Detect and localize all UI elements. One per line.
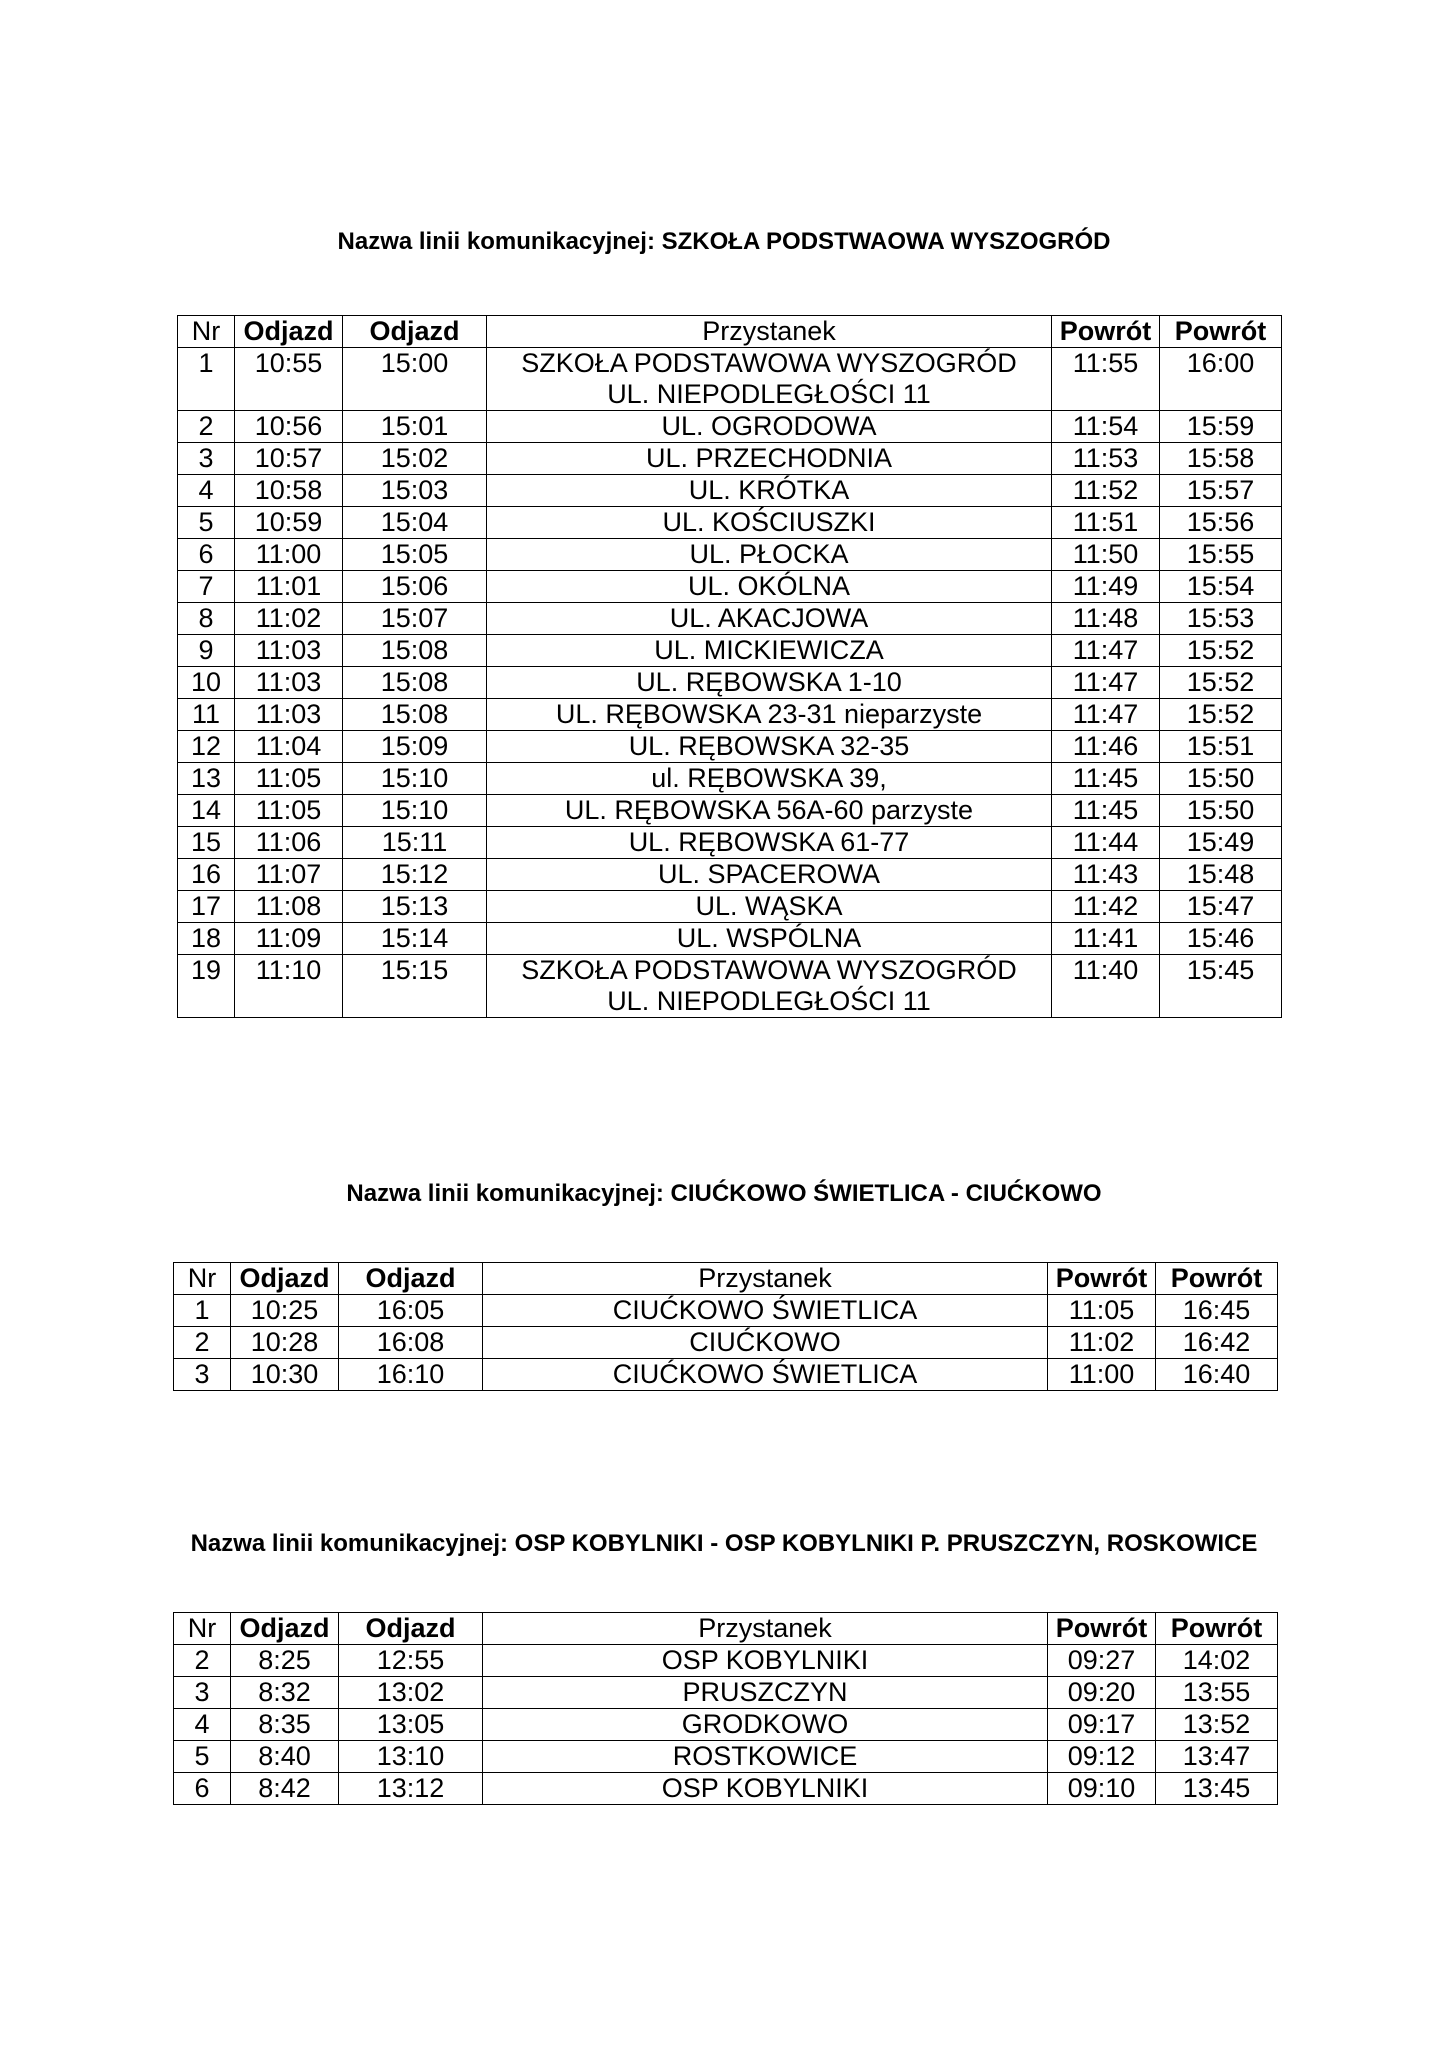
cell-odjazd-1: 11:00: [235, 539, 343, 571]
cell-nr: 2: [174, 1645, 231, 1677]
cell-odjazd-2: 15:13: [343, 891, 487, 923]
cell-nr: 3: [174, 1359, 231, 1391]
cell-nr: 12: [178, 731, 235, 763]
cell-nr: 5: [174, 1741, 231, 1773]
cell-odjazd-2: 15:14: [343, 923, 487, 955]
cell-odjazd-2: 16:08: [339, 1327, 483, 1359]
cell-odjazd-1: 11:05: [235, 763, 343, 795]
cell-powrot-2: 13:47: [1156, 1741, 1278, 1773]
cell-nr: 4: [178, 475, 235, 507]
header-nr: Nr: [178, 316, 235, 348]
cell-powrot-1: 11:47: [1052, 635, 1160, 667]
cell-powrot-1: 11:05: [1048, 1295, 1156, 1327]
header-powrot-1: Powrót: [1052, 316, 1160, 348]
cell-odjazd-1: 8:32: [231, 1677, 339, 1709]
cell-powrot-2: 15:57: [1160, 475, 1282, 507]
cell-powrot-1: 11:51: [1052, 507, 1160, 539]
cell-odjazd-2: 15:07: [343, 603, 487, 635]
table-row: [174, 1741, 1278, 1773]
cell-nr: 3: [174, 1677, 231, 1709]
cell-odjazd-2: 15:12: [343, 859, 487, 891]
table-row: [174, 1645, 1278, 1677]
cell-odjazd-2: 13:05: [339, 1709, 483, 1741]
table-row: [178, 603, 1282, 635]
table-row: [178, 763, 1282, 795]
cell-nr: 8: [178, 603, 235, 635]
cell-przystanek: UL. AKACJOWA: [487, 603, 1052, 635]
cell-odjazd-2: 15:08: [343, 635, 487, 667]
route-1-title: Nazwa linii komunikacyjnej: SZKOŁA PODSTWAOWA WYSZOGRÓD: [337, 228, 1111, 255]
cell-odjazd-2: 15:06: [343, 571, 487, 603]
header-nr: Nr: [174, 1263, 231, 1295]
cell-przystanek: UL. OGRODOWA: [487, 411, 1052, 443]
cell-powrot-1: 11:43: [1052, 859, 1160, 891]
cell-powrot-1: 11:45: [1052, 795, 1160, 827]
cell-przystanek: OSP KOBYLNIKI: [483, 1773, 1048, 1805]
cell-nr: 15: [178, 827, 235, 859]
cell-odjazd-2: 15:02: [343, 443, 487, 475]
cell-odjazd-2: 13:10: [339, 1741, 483, 1773]
cell-powrot-2: 13:45: [1156, 1773, 1278, 1805]
cell-powrot-1: 11:52: [1052, 475, 1160, 507]
cell-przystanek: UL. PŁOCKA: [487, 539, 1052, 571]
table-row: [178, 891, 1282, 923]
cell-powrot-1: 09:27: [1048, 1645, 1156, 1677]
table-row: [178, 411, 1282, 443]
cell-powrot-2: 15:55: [1160, 539, 1282, 571]
cell-nr: 14: [178, 795, 235, 827]
table-row: [174, 1295, 1278, 1327]
cell-przystanek: PRUSZCZYN: [483, 1677, 1048, 1709]
cell-odjazd-2: 15:15: [343, 955, 487, 1018]
header-row: [178, 316, 1282, 348]
cell-nr: 9: [178, 635, 235, 667]
table-row: [178, 635, 1282, 667]
cell-odjazd-1: 10:59: [235, 507, 343, 539]
route-3-title: Nazwa linii komunikacyjnej: OSP KOBYLNIKI - OSP KOBYLNIKI P. PRUSZCZYN, ROSKOWICE: [190, 1530, 1258, 1557]
table-row: [178, 475, 1282, 507]
cell-przystanek: GRODKOWO: [483, 1709, 1048, 1741]
table-row: [174, 1327, 1278, 1359]
cell-powrot-1: 11:50: [1052, 539, 1160, 571]
cell-odjazd-1: 10:55: [235, 348, 343, 411]
header-odjazd-1: Odjazd: [231, 1613, 339, 1645]
cell-nr: 6: [178, 539, 235, 571]
cell-powrot-2: 15:52: [1160, 699, 1282, 731]
cell-przystanek: UL. RĘBOWSKA 56A-60 parzyste: [487, 795, 1052, 827]
cell-nr: 11: [178, 699, 235, 731]
cell-odjazd-1: 10:30: [231, 1359, 339, 1391]
header-powrot-2: Powrót: [1156, 1613, 1278, 1645]
cell-powrot-2: 15:50: [1160, 763, 1282, 795]
cell-przystanek: OSP KOBYLNIKI: [483, 1645, 1048, 1677]
header-odjazd-2: Odjazd: [339, 1263, 483, 1295]
table-row: [178, 667, 1282, 699]
cell-przystanek: UL. OKÓLNA: [487, 571, 1052, 603]
cell-przystanek: ROSTKOWICE: [483, 1741, 1048, 1773]
cell-powrot-1: 11:49: [1052, 571, 1160, 603]
cell-odjazd-1: 8:25: [231, 1645, 339, 1677]
cell-odjazd-2: 15:10: [343, 763, 487, 795]
cell-powrot-1: 11:47: [1052, 699, 1160, 731]
header-powrot-1: Powrót: [1048, 1263, 1156, 1295]
cell-odjazd-2: 15:01: [343, 411, 487, 443]
cell-powrot-1: 11:46: [1052, 731, 1160, 763]
cell-powrot-1: 11:40: [1052, 955, 1160, 1018]
cell-przystanek: CIUĆKOWO ŚWIETLICA: [483, 1359, 1048, 1391]
cell-powrot-2: 15:56: [1160, 507, 1282, 539]
cell-przystanek: UL. MICKIEWICZA: [487, 635, 1052, 667]
table-row: [178, 699, 1282, 731]
cell-odjazd-2: 16:05: [339, 1295, 483, 1327]
table-row: [174, 1677, 1278, 1709]
cell-odjazd-2: 13:02: [339, 1677, 483, 1709]
cell-nr: 18: [178, 923, 235, 955]
cell-przystanek: ul. RĘBOWSKA 39,: [487, 763, 1052, 795]
header-odjazd-1: Odjazd: [231, 1263, 339, 1295]
table-row: [174, 1359, 1278, 1391]
cell-powrot-2: 15:52: [1160, 667, 1282, 699]
cell-odjazd-2: 13:12: [339, 1773, 483, 1805]
cell-powrot-2: 15:54: [1160, 571, 1282, 603]
table-row: [178, 539, 1282, 571]
cell-powrot-1: 11:55: [1052, 348, 1160, 411]
cell-odjazd-1: 11:07: [235, 859, 343, 891]
cell-nr: 4: [174, 1709, 231, 1741]
cell-powrot-1: 11:53: [1052, 443, 1160, 475]
table-row: [174, 1773, 1278, 1805]
route-2-title: Nazwa linii komunikacyjnej: CIUĆKOWO ŚWIETLICA - CIUĆKOWO: [346, 1180, 1102, 1207]
cell-powrot-1: 11:02: [1048, 1327, 1156, 1359]
cell-odjazd-1: 11:01: [235, 571, 343, 603]
table-row: [178, 507, 1282, 539]
cell-nr: 10: [178, 667, 235, 699]
header-odjazd-2: Odjazd: [339, 1613, 483, 1645]
cell-przystanek: UL. SPACEROWA: [487, 859, 1052, 891]
cell-odjazd-1: 11:10: [235, 955, 343, 1018]
cell-odjazd-2: 15:09: [343, 731, 487, 763]
route-2-timetable: [173, 1262, 1278, 1391]
cell-odjazd-2: 15:11: [343, 827, 487, 859]
table-row: [174, 1709, 1278, 1741]
cell-powrot-2: 15:59: [1160, 411, 1282, 443]
cell-powrot-2: 15:51: [1160, 731, 1282, 763]
cell-odjazd-1: 10:58: [235, 475, 343, 507]
cell-powrot-2: 15:45: [1160, 955, 1282, 1018]
cell-powrot-2: 16:00: [1160, 348, 1282, 411]
cell-powrot-2: 14:02: [1156, 1645, 1278, 1677]
table-row: [178, 571, 1282, 603]
table-row: [178, 731, 1282, 763]
header-odjazd-2: Odjazd: [343, 316, 487, 348]
header-odjazd-1: Odjazd: [235, 316, 343, 348]
cell-odjazd-1: 11:04: [235, 731, 343, 763]
cell-powrot-2: 16:42: [1156, 1327, 1278, 1359]
cell-powrot-2: 16:40: [1156, 1359, 1278, 1391]
cell-odjazd-1: 10:25: [231, 1295, 339, 1327]
cell-odjazd-1: 11:05: [235, 795, 343, 827]
cell-odjazd-1: 11:03: [235, 667, 343, 699]
header-przystanek: Przystanek: [483, 1263, 1048, 1295]
cell-powrot-1: 11:47: [1052, 667, 1160, 699]
cell-powrot-1: 11:00: [1048, 1359, 1156, 1391]
cell-przystanek: UL. RĘBOWSKA 61-77: [487, 827, 1052, 859]
cell-odjazd-1: 8:35: [231, 1709, 339, 1741]
cell-nr: 2: [178, 411, 235, 443]
cell-przystanek: UL. PRZECHODNIA: [487, 443, 1052, 475]
route-3-timetable: [173, 1612, 1278, 1805]
cell-przystanek: UL. KRÓTKA: [487, 475, 1052, 507]
cell-przystanek: SZKOŁA PODSTAWOWA WYSZOGRÓD UL. NIEPODLEGŁOŚCI 11: [487, 955, 1052, 1018]
header-przystanek: Przystanek: [487, 316, 1052, 348]
cell-powrot-1: 11:45: [1052, 763, 1160, 795]
header-powrot-2: Powrót: [1160, 316, 1282, 348]
cell-powrot-2: 15:53: [1160, 603, 1282, 635]
table-row: [178, 348, 1282, 411]
cell-powrot-1: 09:20: [1048, 1677, 1156, 1709]
cell-nr: 1: [178, 348, 235, 411]
cell-powrot-1: 11:54: [1052, 411, 1160, 443]
cell-odjazd-1: 10:28: [231, 1327, 339, 1359]
cell-powrot-2: 13:52: [1156, 1709, 1278, 1741]
cell-nr: 6: [174, 1773, 231, 1805]
table-row: [178, 859, 1282, 891]
cell-przystanek: CIUĆKOWO ŚWIETLICA: [483, 1295, 1048, 1327]
cell-nr: 17: [178, 891, 235, 923]
cell-przystanek: UL. RĘBOWSKA 32-35: [487, 731, 1052, 763]
table-row: [178, 443, 1282, 475]
cell-nr: 16: [178, 859, 235, 891]
cell-odjazd-2: 15:08: [343, 699, 487, 731]
cell-powrot-2: 15:50: [1160, 795, 1282, 827]
cell-nr: 3: [178, 443, 235, 475]
cell-odjazd-1: 8:42: [231, 1773, 339, 1805]
cell-odjazd-2: 15:00: [343, 348, 487, 411]
table-row: [178, 795, 1282, 827]
cell-powrot-1: 11:42: [1052, 891, 1160, 923]
cell-odjazd-2: 15:03: [343, 475, 487, 507]
cell-przystanek: UL. WSPÓLNA: [487, 923, 1052, 955]
cell-odjazd-2: 15:10: [343, 795, 487, 827]
cell-przystanek: UL. RĘBOWSKA 23-31 nieparzyste: [487, 699, 1052, 731]
cell-nr: 7: [178, 571, 235, 603]
header-nr: Nr: [174, 1613, 231, 1645]
cell-nr: 13: [178, 763, 235, 795]
cell-odjazd-1: 11:09: [235, 923, 343, 955]
cell-przystanek: UL. KOŚCIUSZKI: [487, 507, 1052, 539]
route-1-timetable: [177, 315, 1282, 1018]
header-powrot-2: Powrót: [1156, 1263, 1278, 1295]
cell-odjazd-1: 11:03: [235, 699, 343, 731]
cell-nr: 1: [174, 1295, 231, 1327]
cell-powrot-2: 15:48: [1160, 859, 1282, 891]
cell-powrot-2: 15:52: [1160, 635, 1282, 667]
cell-powrot-2: 15:49: [1160, 827, 1282, 859]
cell-powrot-2: 15:58: [1160, 443, 1282, 475]
cell-powrot-1: 09:10: [1048, 1773, 1156, 1805]
cell-odjazd-2: 15:08: [343, 667, 487, 699]
cell-powrot-2: 16:45: [1156, 1295, 1278, 1327]
cell-odjazd-1: 11:03: [235, 635, 343, 667]
cell-odjazd-1: 10:56: [235, 411, 343, 443]
cell-przystanek: CIUĆKOWO: [483, 1327, 1048, 1359]
cell-odjazd-1: 8:40: [231, 1741, 339, 1773]
cell-odjazd-2: 12:55: [339, 1645, 483, 1677]
cell-odjazd-2: 15:05: [343, 539, 487, 571]
table-row: [178, 827, 1282, 859]
cell-powrot-1: 11:41: [1052, 923, 1160, 955]
cell-odjazd-2: 16:10: [339, 1359, 483, 1391]
cell-nr: 5: [178, 507, 235, 539]
table-row: [178, 923, 1282, 955]
cell-odjazd-1: 11:02: [235, 603, 343, 635]
cell-powrot-2: 13:55: [1156, 1677, 1278, 1709]
header-row: [174, 1613, 1278, 1645]
cell-powrot-2: 15:47: [1160, 891, 1282, 923]
table-row: [178, 955, 1282, 1018]
header-powrot-1: Powrót: [1048, 1613, 1156, 1645]
cell-odjazd-2: 15:04: [343, 507, 487, 539]
cell-przystanek: SZKOŁA PODSTAWOWA WYSZOGRÓD UL. NIEPODLEGŁOŚCI 11: [487, 348, 1052, 411]
cell-odjazd-1: 11:06: [235, 827, 343, 859]
cell-odjazd-1: 10:57: [235, 443, 343, 475]
cell-powrot-2: 15:46: [1160, 923, 1282, 955]
header-row: [174, 1263, 1278, 1295]
cell-przystanek: UL. WĄSKA: [487, 891, 1052, 923]
cell-powrot-1: 11:48: [1052, 603, 1160, 635]
cell-powrot-1: 09:12: [1048, 1741, 1156, 1773]
cell-powrot-1: 09:17: [1048, 1709, 1156, 1741]
cell-przystanek: UL. RĘBOWSKA 1-10: [487, 667, 1052, 699]
cell-odjazd-1: 11:08: [235, 891, 343, 923]
cell-powrot-1: 11:44: [1052, 827, 1160, 859]
cell-nr: 2: [174, 1327, 231, 1359]
header-przystanek: Przystanek: [483, 1613, 1048, 1645]
cell-nr: 19: [178, 955, 235, 1018]
